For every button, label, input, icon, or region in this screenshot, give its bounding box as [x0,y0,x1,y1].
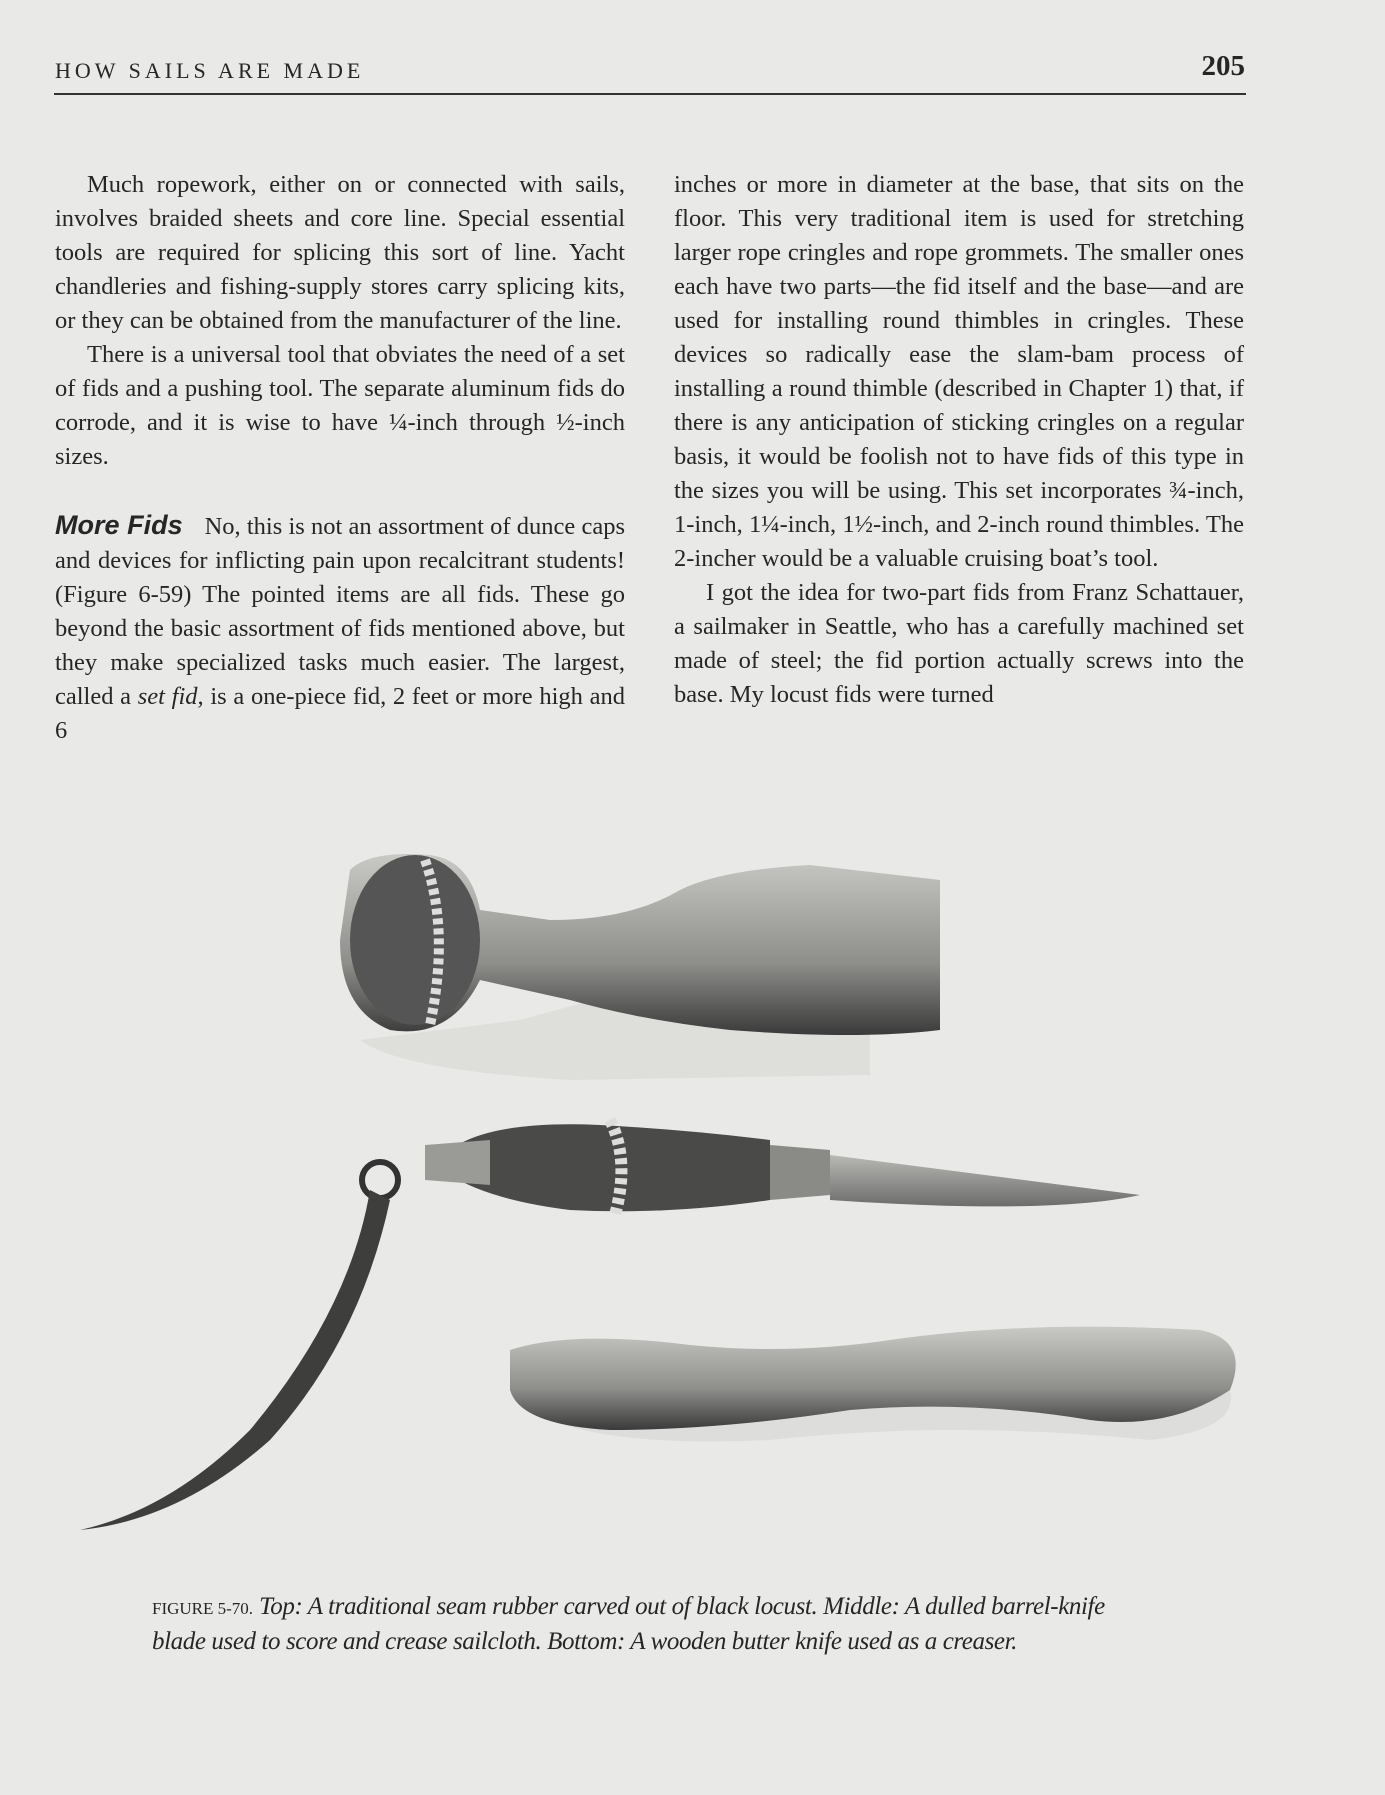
header-rule [54,93,1246,95]
paragraph: inches or more in diameter at the base, that sits on the floor. This very traditional item is used for stretching larger rope cringles and rope grommets. The smaller ones each have two parts—the fid itself and the base—and are used for installing round thimbles in cringles. These devices so radically ease the slam-bam process of installing a round thimble (described in Chapter 1) that, if there is any anticipation of sticking cringles on a regular basis, it would be foolish not to have fids of this type in the sizes you will be using. This set incorporates ¾-inch, 1-inch, 1¼-inch, 1½-inch, and 2-inch round thimbles. The 2-incher would be a valuable cruising boat’s tool. [674,171,1244,572]
running-head: HOW SAILS ARE MADE [55,58,365,83]
figure-label: FIGURE 5-70. [152,1599,254,1618]
paragraph: Much ropework, either on or connected with sails, involves braided sheets and core line. Special essential tools are required for splicing this sort of line. Yacht chandleries and fishing-supply stores carry splicing kits, or they can be obtained from the manufacturer of the line. [55,171,625,334]
left-column [55,168,625,748]
right-column [674,168,1244,712]
run-in-heading: More Fids [55,510,183,540]
barrel-knife [80,1120,1140,1530]
seam-rubber [340,854,940,1080]
figure-caption [152,1590,1152,1658]
paragraph-text: is a one-piece fid, 2 feet or more high and 6 [55,683,625,744]
paragraph-text: No, this is not an assortment of dunce caps and devices for inflicting pain upon recalcitrant students! (Figure 6-59) The pointed items are all fids. These go beyond the basic assortment of fids mentioned above, but they make specialized tasks much easier. The largest, called a [55,513,626,710]
term: set fid, [137,683,204,710]
paragraph: There is a universal tool that obviates the need of a set of fids and a pushing tool. The separate aluminum fids do corrode, and it is wise to have ¼-inch through ½-inch sizes. [55,341,625,470]
paragraph-more-fids [55,508,625,748]
paragraph: I got the idea for two-part fids from Franz Schattauer, a sailmaker in Seattle, who has a carefully machined set made of steel; the fid portion actually screws into the base. My locust fids were turned [674,579,1244,708]
figure-illustration [70,830,1250,1550]
butter-knife [510,1327,1236,1442]
page-number: 205 [1201,50,1245,82]
caption-text: Top: A traditional seam rubber carved out of black locust. Middle: A dulled barrel-knife blade used to score and crease sailcloth. Bottom: A wooden butter knife used as a creaser. [152,1593,1105,1655]
